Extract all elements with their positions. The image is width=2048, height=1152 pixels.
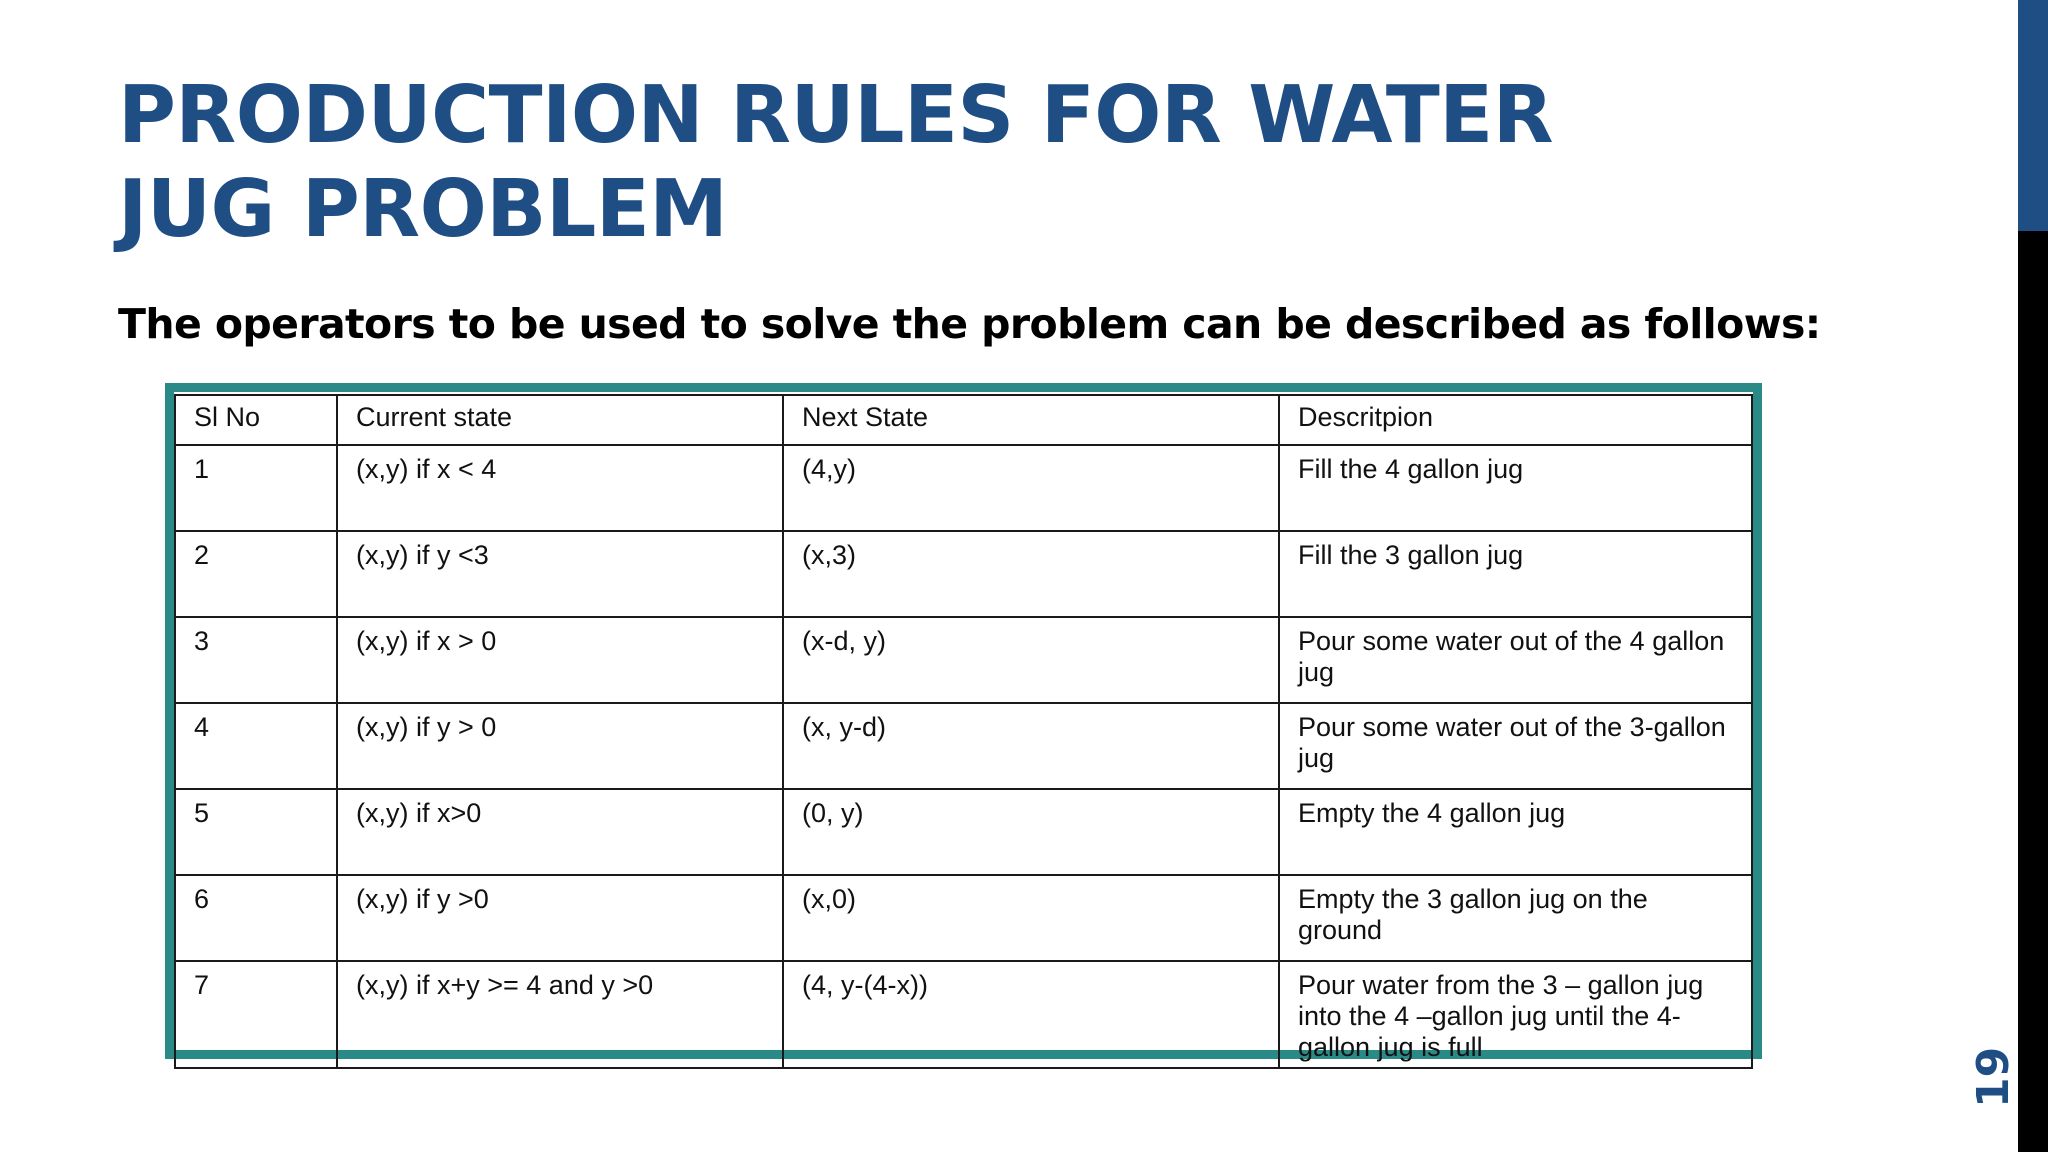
cell-next-state: (4, y-(4-x)) <box>783 961 1279 1068</box>
cell-current-state: (x,y) if x > 0 <box>337 617 783 703</box>
cell-sl-no: 4 <box>175 703 337 789</box>
cell-description: Pour some water out of the 4 gallon jug <box>1279 617 1752 703</box>
accent-bar-black <box>2018 231 2048 1152</box>
rules-table-container <box>174 392 1753 1062</box>
slide-subtitle: The operators to be used to solve the problem can be described as follows: <box>118 300 1821 348</box>
cell-next-state: (0, y) <box>783 789 1279 875</box>
table-row <box>175 617 1752 703</box>
header-sl-no: Sl No <box>175 395 337 445</box>
cell-sl-no: 3 <box>175 617 337 703</box>
cell-current-state: (x,y) if x>0 <box>337 789 783 875</box>
production-rules-table <box>174 394 1753 1069</box>
table-row <box>175 789 1752 875</box>
cell-next-state: (x, y-d) <box>783 703 1279 789</box>
cell-description: Pour water from the 3 – gallon jug into the 4 –gallon jug until the 4-gallon jug is full <box>1279 961 1752 1068</box>
table-row <box>175 961 1752 1068</box>
rules-table-frame <box>165 383 1762 1062</box>
cell-description: Pour some water out of the 3-gallon jug <box>1279 703 1752 789</box>
cell-next-state: (x-d, y) <box>783 617 1279 703</box>
slide-title-line-2: JUG PROBLEM <box>118 163 728 255</box>
cell-current-state: (x,y) if y > 0 <box>337 703 783 789</box>
cell-current-state: (x,y) if y >0 <box>337 875 783 961</box>
header-current-state: Current state <box>337 395 783 445</box>
cell-current-state: (x,y) if x+y >= 4 and y >0 <box>337 961 783 1068</box>
cell-description: Empty the 4 gallon jug <box>1279 789 1752 875</box>
cell-sl-no: 7 <box>175 961 337 1068</box>
slide-title <box>118 68 1618 256</box>
cell-next-state: (4,y) <box>783 445 1279 531</box>
header-next-state: Next State <box>783 395 1279 445</box>
cell-sl-no: 5 <box>175 789 337 875</box>
cell-current-state: (x,y) if y <3 <box>337 531 783 617</box>
page-number: 19 <box>1968 1046 2019 1108</box>
cell-description: Fill the 4 gallon jug <box>1279 445 1752 531</box>
table-row <box>175 703 1752 789</box>
cell-sl-no: 2 <box>175 531 337 617</box>
table-row <box>175 531 1752 617</box>
cell-sl-no: 1 <box>175 445 337 531</box>
table-row <box>175 445 1752 531</box>
cell-description: Empty the 3 gallon jug on the ground <box>1279 875 1752 961</box>
accent-bar-blue <box>2018 0 2048 231</box>
slide-title-line-1: PRODUCTION RULES FOR WATER <box>118 69 1554 161</box>
cell-current-state: (x,y) if x < 4 <box>337 445 783 531</box>
header-description: Descritpion <box>1279 395 1752 445</box>
table-row <box>175 875 1752 961</box>
cell-next-state: (x,0) <box>783 875 1279 961</box>
table-header-row <box>175 395 1752 445</box>
cell-description: Fill the 3 gallon jug <box>1279 531 1752 617</box>
cell-sl-no: 6 <box>175 875 337 961</box>
cell-next-state: (x,3) <box>783 531 1279 617</box>
